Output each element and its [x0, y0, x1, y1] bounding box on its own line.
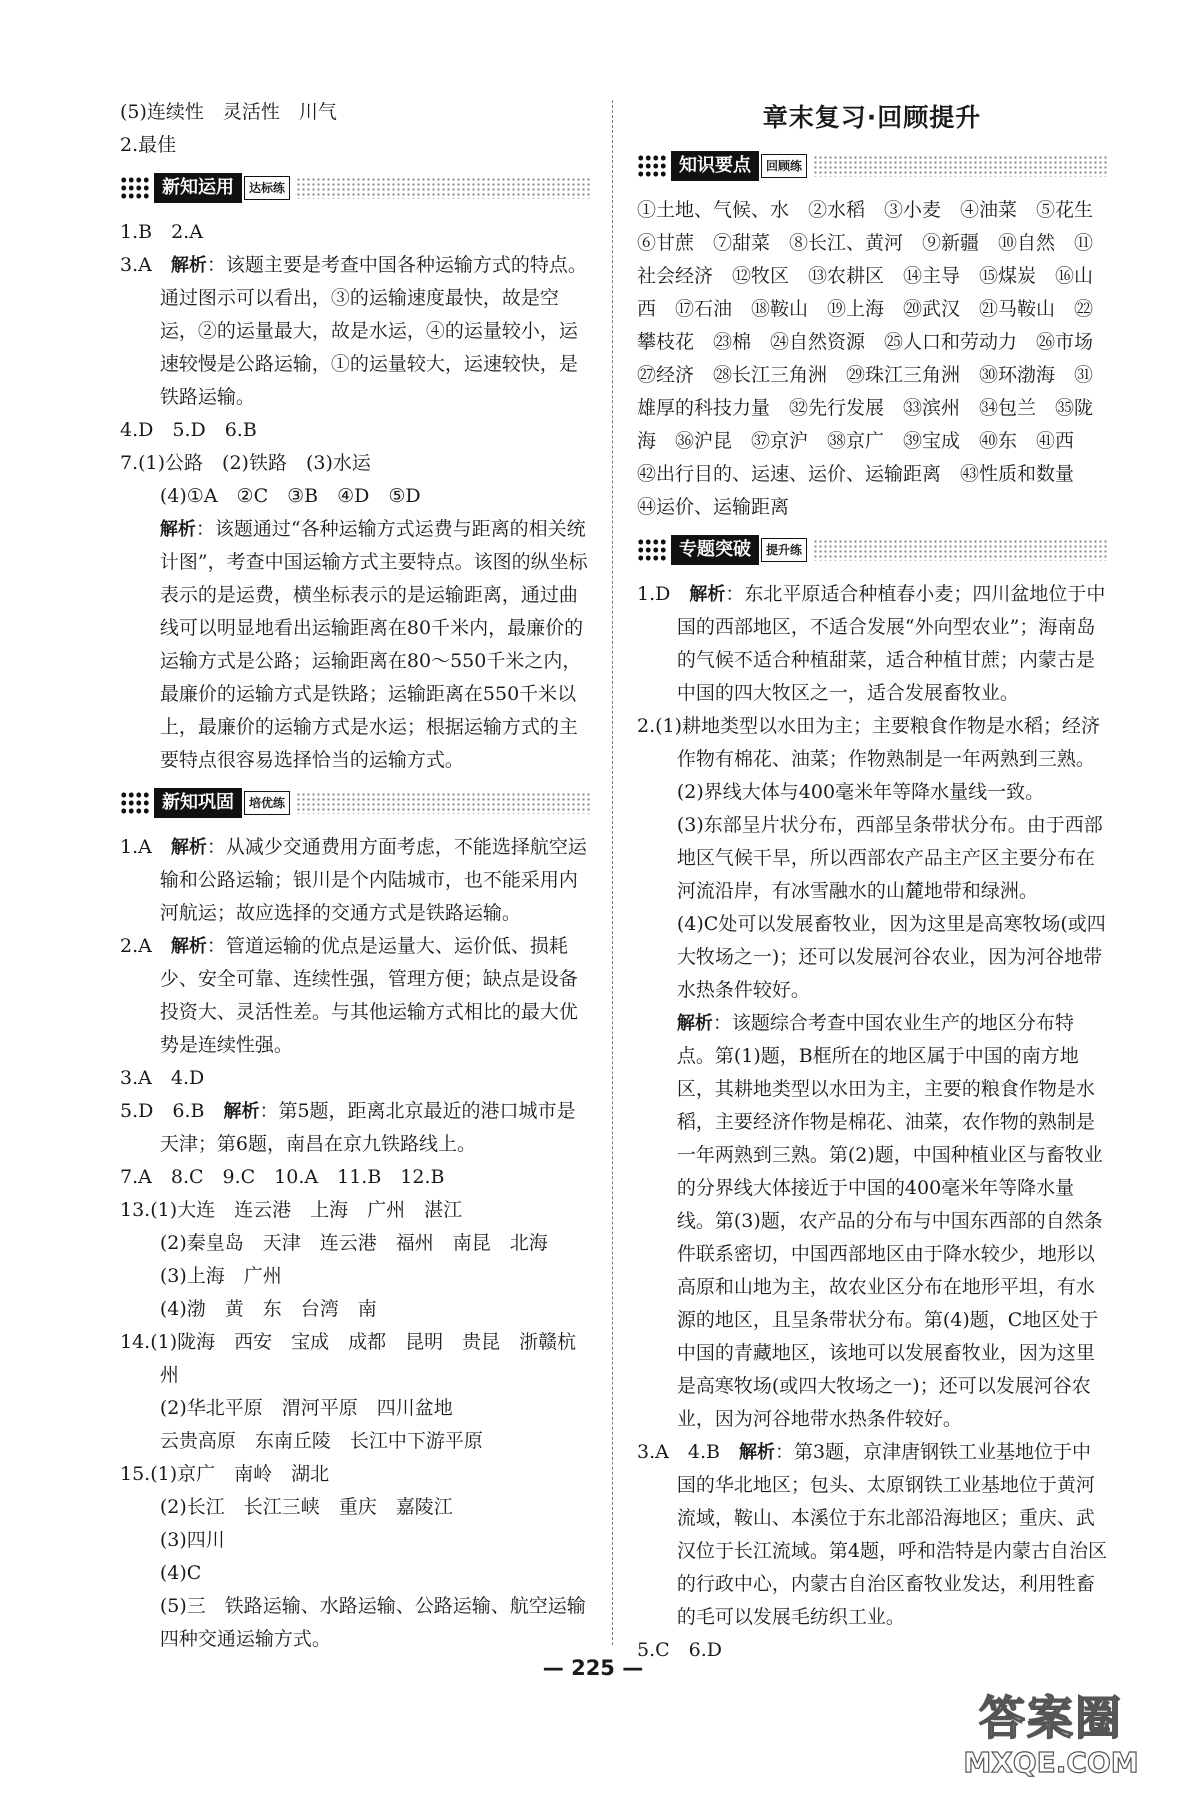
- answer-line: (5)三 铁路运输、水路运输、公路运输、航空运输四种交通运输方式。: [159, 1595, 586, 1650]
- knowledge-points: ①土地、气候、水 ②水稻 ③小麦 ④油菜 ⑤花生 ⑥甘蔗 ⑦甜菜 ⑧长江、黄河 ⑨新疆 ⑩自然 ⑪社会经济 ⑫牧区 ⑬农耕区 ⑭主导 ⑮煤炭 ⑯山西 ⑰石油 ⑱鞍山 ⑲上海 ⑳武汉 ㉑马鞍山 ㉒攀枝花 ㉓棉 ㉔自然资源 ㉕人口和劳动力 ㉖市场 ㉗经济 ㉘长江三角洲 ㉙珠江三角洲 ㉚环渤海 ㉛雄厚的科技力量 ㉜先行发展 ㉝滨州 ㉞包兰 ㉟陇海 ㊱沪昆 ㊲京沪 ㊳京广 ㊴宝成 ㊵东 ㊶西 ㊷出行目的、运速、运价、运输距离 ㊸性质和数量 ㊹运价、运输距离: [637, 199, 1113, 518]
- explanation-label: 解析: [223, 1101, 260, 1122]
- answer-head: 2.A: [120, 935, 171, 957]
- explanation-label: 解析: [738, 1442, 775, 1463]
- answer-line: (2)界线大体与400毫米年等降水量线一致。: [676, 781, 1045, 803]
- section-banner-xinzhi-yunyong: [120, 172, 590, 204]
- banner-subtitle: 达标练: [244, 176, 290, 200]
- explanation-text: ：从减少交通费用方面考虑，不能选择航空运输和公路运输；银川是个内陆城市，也不能采用内河航运；故应选择的交通方式是铁路运输。: [159, 836, 587, 924]
- chapter-title: 章末复习·回顾提升: [762, 103, 982, 132]
- dot-grid-icon: [637, 154, 667, 178]
- section-banner-zhishi-yaodian: [637, 150, 1107, 182]
- section-banner-xinzhi-gonggu: [120, 787, 590, 819]
- answer-line: (3)四川: [159, 1529, 225, 1551]
- answer-line: (4)C处可以发展畜牧业，因为这里是高寒牧场(或四大牧场之一)；还可以发展河谷农业，因为河谷地带水热条件较好。: [676, 913, 1106, 1001]
- explanation-label: 解析: [170, 837, 207, 858]
- explanation-label: 解析: [170, 936, 207, 957]
- banner-dotted-fill: [296, 792, 590, 814]
- answer-head: 1.D: [637, 583, 690, 605]
- dot-grid-icon: [120, 791, 150, 815]
- banner-title: 新知巩固: [154, 788, 242, 818]
- answer-line: (3)上海 广州: [159, 1265, 282, 1287]
- answer-line: 3.A 4.D: [120, 1067, 205, 1089]
- right-column: [637, 96, 1113, 1667]
- answer-head: 3.A: [120, 254, 171, 276]
- answer-line: (4)C: [159, 1562, 202, 1584]
- answer-head: 3.A 4.B: [637, 1441, 739, 1463]
- answer-line: (2)华北平原 渭河平原 四川盆地: [159, 1397, 453, 1419]
- answer-line: 云贵高原 东南丘陵 长江中下游平原: [159, 1430, 483, 1452]
- answer-line: 1.B 2.A: [120, 221, 203, 243]
- watermark-logo: [946, 1690, 1156, 1786]
- answer-with-explanation: [120, 831, 590, 930]
- section-banner-zhuanti-tupo: [637, 534, 1107, 566]
- explanation-text: ：该题综合考查中国农业生产的地区分布特点。第(1)题，B框所在的地区属于中国的南方地区，其耕地类型以水田为主，主要的粮食作物是水稻，主要经济作物是棉花、油菜，农作物的熟制是一年两熟到三熟。第(2)题，中国种植业区与畜牧业的分界线大体接近于中国的400毫米年等降水量线。第(3)题，农产品的分布与中国东西部的自然条件联系密切，中国西部地区由于降水较少，地形以高原和山地为主，故农业区分布在地形平坦，有水源的地区，且呈条带状分布。第(4)题，C地区处于中国的青藏地区，该地可以发展畜牧业，因为这里是高寒牧场(或四大牧场之一)；还可以发展河谷农业，因为河谷地带水热条件较好。: [676, 1012, 1103, 1430]
- column-divider: [612, 100, 613, 1645]
- answer-line: (3)东部呈片状分布，西部呈条带状分布。由于西部地区气候干旱，所以西部农产品主产区主要分布在河流沿岸，有冰雪融水的山麓地带和绿洲。: [676, 814, 1103, 902]
- explanation-text: ：东北平原适合种植春小麦；四川盆地位于中国的西部地区，不适合发展“外向型农业”；海南岛的气候不适合种植甜菜，适合种植甘蔗；内蒙古是中国的四大牧区之一，适合发展畜牧业。: [676, 583, 1106, 704]
- answer-line: 5.C 6.D: [637, 1639, 723, 1661]
- answer-with-explanation: [637, 1436, 1107, 1634]
- explanation-text: ：第5题，距离北京最近的港口城市是天津；第6题，南昌在京九铁路线上。: [159, 1100, 576, 1155]
- banner-title: 知识要点: [671, 151, 759, 181]
- banner-title: 新知运用: [154, 173, 242, 203]
- answer-line: (4)①A ②C ③B ④D ⑤D: [159, 485, 421, 507]
- explanation-text: ：该题通过“各种运输方式运费与距离的相关统计图”，考查中国运输方式主要特点。该图的纵坐标表示的是运费，横坐标表示的是运输距离，通过曲线可以明显地看出运输距离在80千米内，最廉价的运输方式是公路；运输距离在80～550千米之内，最廉价的运输方式是铁路；运输距离在550千米以上，最廉价的运输方式是水运；根据运输方式的主要特点很容易选择恰当的运输方式。: [159, 518, 588, 771]
- answer-line: 7.A 8.C 9.C 10.A 11.B 12.B: [120, 1166, 445, 1188]
- watermark-url: MXQE.COM: [963, 1746, 1139, 1779]
- explanation-paragraph: [637, 1007, 1107, 1436]
- answer-head: 1.A: [120, 836, 171, 858]
- dot-grid-icon: [120, 176, 150, 200]
- watermark-title: 答案圈: [979, 1691, 1123, 1745]
- dot-grid-icon: [637, 538, 667, 562]
- explanation-label: 解析: [170, 255, 207, 276]
- answer-line: (4)渤 黄 东 台湾 南: [159, 1298, 377, 1320]
- answer-line: (5)连续性 灵活性 川气: [120, 101, 337, 123]
- answer-line: 13.(1)大连 连云港 上海 广州 湛江: [120, 1199, 463, 1221]
- answer-line: 2.最佳: [120, 134, 177, 156]
- explanation-paragraph: [120, 513, 590, 777]
- answer-with-explanation: [120, 249, 590, 414]
- explanation-label: 解析: [159, 519, 196, 540]
- answer-line: (2)秦皇岛 天津 连云港 福州 南昆 北海: [159, 1232, 548, 1254]
- answer-line: 2.(1)耕地类型以水田为主；主要粮食作物是水稻；经济作物有棉花、油菜；作物熟制是一年两熟到三熟。: [637, 715, 1101, 770]
- answer-line: 4.D 5.D 6.B: [120, 419, 257, 441]
- answer-line: (2)长江 长江三峡 重庆 嘉陵江: [159, 1496, 453, 1518]
- banner-subtitle: 回顾练: [761, 154, 807, 178]
- banner-dotted-fill: [296, 177, 590, 199]
- banner-dotted-fill: [813, 155, 1107, 177]
- explanation-label: 解析: [689, 584, 726, 605]
- answer-line: 7.(1)公路 (2)铁路 (3)水运: [120, 452, 371, 474]
- answer-with-explanation: [637, 578, 1107, 710]
- answer-with-explanation: [120, 930, 590, 1062]
- banner-title: 专题突破: [671, 535, 759, 565]
- explanation-label: 解析: [676, 1013, 713, 1034]
- answer-with-explanation: [120, 1095, 590, 1161]
- explanation-text: ：该题主要是考查中国各种运输方式的特点。通过图示可以看出，③的运输速度最快，故是空运，②的运量最大，故是水运，④的运量较小，运速较慢是公路运输，①的运量较大，运速较快，是铁路运输。: [159, 254, 587, 408]
- banner-subtitle: 培优练: [244, 791, 290, 815]
- left-column: [120, 96, 590, 1656]
- banner-dotted-fill: [813, 539, 1107, 561]
- explanation-text: ：第3题，京津唐钢铁工业基地位于中国的华北地区；包头、太原钢铁工业基地位于黄河流域，鞍山、本溪位于东北部沿海地区；重庆、武汉位于长江流域。第4题，呼和浩特是内蒙古自治区的行政中心，内蒙古自治区畜牧业发达，利用牲畜的毛可以发展毛纺织工业。: [676, 1441, 1107, 1628]
- banner-subtitle: 提升练: [761, 538, 807, 562]
- page-number: — 225 —: [542, 1656, 644, 1680]
- answer-line: 15.(1)京广 南岭 湖北: [120, 1463, 330, 1485]
- answer-line: 14.(1)陇海 西安 宝成 成都 昆明 贵昆 浙赣杭州: [120, 1331, 577, 1386]
- explanation-text: ：管道运输的优点是运量大、运价低、损耗少、安全可靠、连续性强，管理方便；缺点是设备投资大、灵活性差。与其他运输方式相比的最大优势是连续性强。: [159, 935, 578, 1056]
- answer-head: 5.D 6.B: [120, 1100, 224, 1122]
